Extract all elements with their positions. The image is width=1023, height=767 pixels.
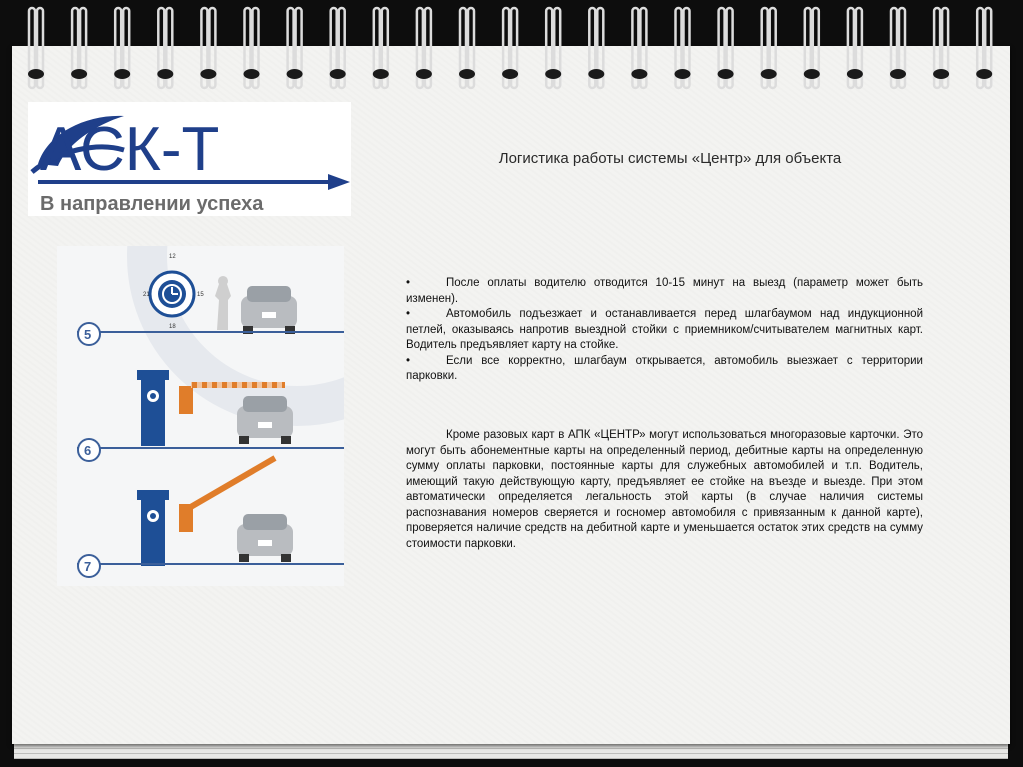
spiral-binding — [0, 0, 1023, 95]
binding-ring — [244, 8, 260, 88]
binding-ring — [416, 8, 432, 88]
binding-ring — [675, 8, 691, 88]
binding-ring — [976, 8, 992, 88]
bullet-text: Автомобиль подъезжает и останавливается перед шлагбаумом над индукционной петлей, оказываясь напротив выездной стойки с приемником/считывателем магнитных карт. Водитель предъявляет карту на стойке. — [406, 308, 923, 351]
list-item — [406, 276, 923, 307]
binding-ring — [157, 8, 173, 88]
binding-ring — [545, 8, 561, 88]
binding-ring — [890, 8, 906, 88]
bullet-text: Если все корректно, шлагбаум открывается, автомобиль выезжает с территории парковки. — [406, 354, 923, 382]
bullet-text: После оплаты водителю отводится 10-15 минут на выезд (параметр может быть изменен). — [406, 277, 923, 305]
binding-ring — [804, 8, 820, 88]
binding-ring — [933, 8, 949, 88]
barrier-arm — [179, 386, 193, 414]
bullet-mark: • — [406, 354, 411, 367]
illustration-graphic — [57, 246, 344, 586]
terminal-post — [141, 374, 165, 446]
binding-ring — [502, 8, 518, 88]
slide-title: Логистика работы системы «Центр» для объекта — [498, 150, 842, 167]
clock-tick: 15 — [197, 292, 204, 298]
bullet-mark: • — [406, 277, 411, 289]
binding-ring — [28, 8, 44, 88]
binding-ring — [588, 8, 604, 88]
list-item — [406, 307, 923, 354]
company-logo — [28, 102, 351, 216]
car-icon — [241, 286, 297, 334]
logo-slogan-text: В направлении успеха — [40, 193, 264, 215]
car-icon — [237, 514, 293, 562]
clock-tick: 21 — [143, 292, 150, 298]
binding-ring — [631, 8, 647, 88]
binding-ring — [718, 8, 734, 88]
reusable-cards-paragraph: Кроме разовых карт в АПК «ЦЕНТР» могут использоваться многоразовые карточки. Это могут быть абонементные карты на определенный период, дебитные карты на определенную сумму оплаты парковки, постоянные карты для служебных автомобилей и т.п. Водитель, имеющий такую действующую карту, предъявляет ее стойке на въезде и выезде. При этом автоматически определяется легальность этой карты (в случае наличия системы распознавания номеров сверяется и госномер автомобиля с привязанным к данной карте), проверяется наличие средств на дебитной карте и уменьшается остаток этих средств на сумму стоимости парковки. — [406, 429, 923, 550]
person-silhouette — [215, 276, 231, 330]
step-number: 5 — [84, 327, 92, 342]
binding-ring — [71, 8, 87, 88]
bullet-mark: • — [406, 308, 411, 320]
logo-graphic — [28, 102, 351, 216]
list-item — [406, 354, 923, 385]
logo-brand-text: АСК-Т — [40, 115, 220, 184]
terminal-post — [141, 494, 165, 566]
binding-ring — [761, 8, 777, 88]
clock-tick: 12 — [169, 254, 176, 260]
car-icon — [237, 396, 293, 444]
clock-tick: 18 — [169, 324, 176, 330]
binding-ring — [200, 8, 216, 88]
binding-ring — [459, 8, 475, 88]
procedure-bullets — [406, 276, 923, 385]
binding-ring — [330, 8, 346, 88]
page-edge — [14, 754, 1008, 759]
exit-procedure-illustration — [57, 246, 344, 586]
binding-ring — [373, 8, 389, 88]
step-number: 7 — [84, 559, 92, 574]
binding-ring — [287, 8, 303, 88]
binding-ring — [847, 8, 863, 88]
binding-ring — [114, 8, 130, 88]
step-number: 6 — [84, 443, 92, 458]
